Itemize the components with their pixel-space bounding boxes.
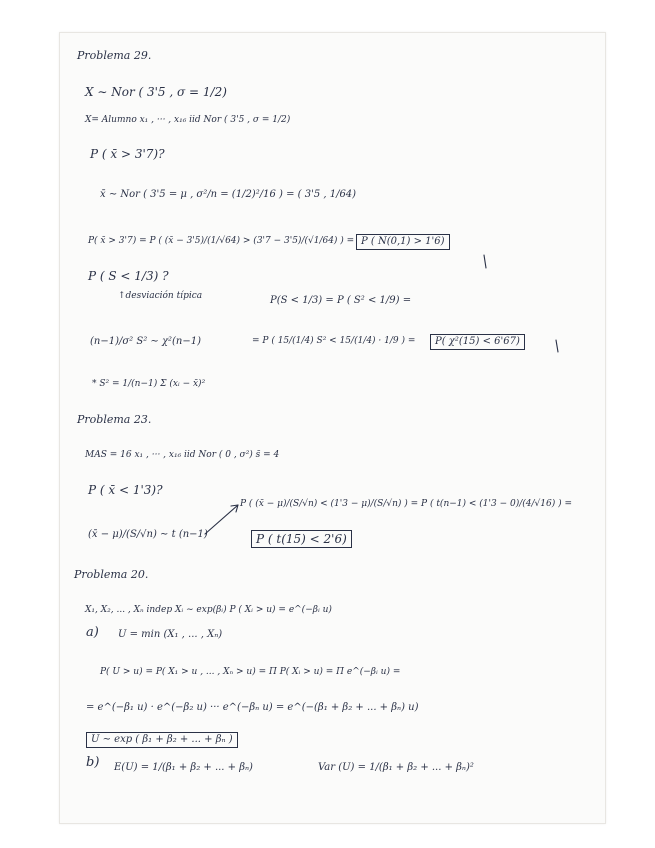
problem-29-line-3: P ( x̄ > 3'7)? [90, 147, 165, 161]
problem-23-result-box: P ( t(15) < 2'6) [251, 530, 352, 548]
problem-29-heading: Problema 29. [77, 49, 152, 62]
problem-23-line-2: P ( x̄ < 1'3)? [88, 483, 163, 497]
problem-20-part-b-label: b) [86, 755, 100, 770]
problem-20-line-6: Var (U) = 1/(β₁ + β₂ + ... + βₙ)² [318, 762, 474, 773]
problem-20-line-1: X₁, X₂, ... , Xₙ indep Xᵢ ∼ exp(βᵢ) P ( Xᵢ > u) = e^(−βᵢ u) [85, 605, 332, 615]
problem-29-result-box-1: P ( N(0,1) > 1'6) [356, 234, 450, 250]
problem-20-line-3: P( U > u) = P( X₁ > u , ... , Xₙ > u) = Π P( Xᵢ > u) = Π e^(−βᵢ u) = [100, 667, 401, 677]
problem-20-line-2: U = min (X₁ , ... , Xₙ) [118, 629, 223, 640]
problem-29-line-5: P( x̄ > 3'7) = P ( (x̄ − 3'5)/(1/√64) > (3'7 − 3'5)/(√1/64) ) = [88, 236, 355, 246]
problem-23-line-4: (x̄ − μ)/(S/√n) ∼ t (n−1) [88, 529, 208, 540]
problem-23-line-3: P ( (x̄ − μ)/(S/√n) < (1'3 − μ)/(S/√n) ) = P ( t(n−1) < (1'3 − 0)/(4/√16) ) = [240, 499, 572, 509]
problem-20-result-box: U ∼ exp ( β₁ + β₂ + ... + βₙ ) [86, 732, 238, 748]
problem-20-part-a-label: a) [86, 625, 99, 640]
problem-29-line-1: X ∼ Nor ( 3'5 , σ = 1/2) [85, 85, 227, 99]
problem-20-line-5: E(U) = 1/(β₁ + β₂ + ... + βₙ) [114, 762, 253, 773]
problem-29-line-10: = P ( 15/(1/4) S² < 15/(1/4) · 1/9 ) = [252, 336, 416, 346]
problem-29-line-8: P(S < 1/3) = P ( S² < 1/9) = [270, 295, 412, 306]
problem-20-line-4: = e^(−β₁ u) · e^(−β₂ u) ··· e^(−βₙ u) = e^(−(β₁ + β₂ + ... + βₙ) u) [86, 702, 419, 713]
problem-29-line-4: x̄ ∼ Nor ( 3'5 = μ , σ²/n = (1/2)²/16 ) = ( 3'5 , 1/64) [100, 189, 357, 200]
problem-29-line-11: * S² = 1/(n−1) Σ (xᵢ − x̄)² [92, 379, 206, 389]
arrow-icon [205, 505, 238, 534]
problem-23-line-1: MAS = 16 x₁ , ··· , x₁₆ iid Nor ( 0 , σ²) s̄ = 4 [85, 450, 280, 460]
problem-23-heading: Problema 23. [77, 413, 152, 426]
problem-20-heading: Problema 20. [74, 568, 149, 581]
problem-29-line-9: (n−1)/σ² S² ∼ χ²(n−1) [90, 336, 202, 347]
problem-29-line-7: ↑desviación típica [118, 291, 203, 301]
problem-29-line-6: P ( S < 1/3) ? [88, 269, 169, 283]
problem-29-result-box-2: P( χ²(15) < 6'67) [430, 334, 525, 350]
problem-29-line-2: X= Alumno x₁ , ··· , x₁₆ iid Nor ( 3'5 , σ = 1/2) [85, 115, 291, 125]
